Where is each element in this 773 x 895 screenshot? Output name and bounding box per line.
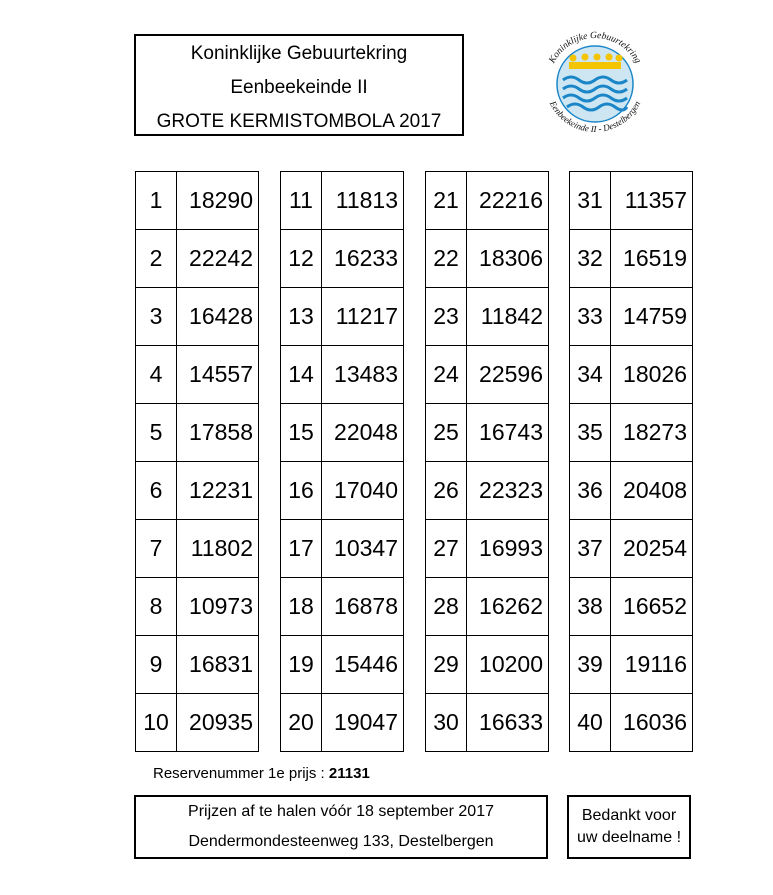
table-row: [281, 636, 404, 694]
prize-number: 23: [426, 288, 467, 346]
winning-ticket: 22242: [177, 230, 259, 288]
winning-ticket: 18026: [611, 346, 693, 404]
table-row: [136, 172, 259, 230]
prize-number: 12: [281, 230, 322, 288]
winning-ticket: 19116: [611, 636, 693, 694]
prize-number: 13: [281, 288, 322, 346]
table-row: [570, 694, 693, 752]
table-row: [281, 694, 404, 752]
thanks-line-2: uw deelname !: [576, 829, 682, 846]
prize-number: 19: [281, 636, 322, 694]
prize-number: 38: [570, 578, 611, 636]
table-row: [281, 462, 404, 520]
prize-number: 29: [426, 636, 467, 694]
prize-number: 17: [281, 520, 322, 578]
results-table: [425, 171, 549, 752]
winning-ticket: 11357: [611, 172, 693, 230]
table-row: [136, 636, 259, 694]
prize-number: 11: [281, 172, 322, 230]
winning-ticket: 18306: [467, 230, 549, 288]
winning-ticket: 19047: [322, 694, 404, 752]
title-box: [134, 34, 464, 136]
prize-number: 8: [136, 578, 177, 636]
table-row: [426, 520, 549, 578]
info-box: [134, 795, 548, 859]
prize-number: 25: [426, 404, 467, 462]
prize-number: 31: [570, 172, 611, 230]
prize-number: 39: [570, 636, 611, 694]
winning-ticket: 16878: [322, 578, 404, 636]
table-row: [570, 462, 693, 520]
prize-number: 32: [570, 230, 611, 288]
prize-number: 9: [136, 636, 177, 694]
table-row: [570, 288, 693, 346]
prize-number: 22: [426, 230, 467, 288]
winning-ticket: 17858: [177, 404, 259, 462]
table-row: [136, 578, 259, 636]
winning-ticket: 17040: [322, 462, 404, 520]
prize-number: 6: [136, 462, 177, 520]
prize-number: 35: [570, 404, 611, 462]
table-row: [570, 404, 693, 462]
prize-number: 34: [570, 346, 611, 404]
prize-number: 36: [570, 462, 611, 520]
table-row: [281, 172, 404, 230]
prize-number: 18: [281, 578, 322, 636]
club-logo: [533, 22, 657, 146]
winning-ticket: 16519: [611, 230, 693, 288]
prize-number: 3: [136, 288, 177, 346]
prize-number: 26: [426, 462, 467, 520]
winning-ticket: 16262: [467, 578, 549, 636]
winning-ticket: 16993: [467, 520, 549, 578]
results-table: [569, 171, 693, 752]
thanks-box: [567, 795, 691, 859]
prize-number: 24: [426, 346, 467, 404]
winning-ticket: 18273: [611, 404, 693, 462]
winning-ticket: 20935: [177, 694, 259, 752]
table-row: [570, 636, 693, 694]
prize-number: 14: [281, 346, 322, 404]
prize-number: 10: [136, 694, 177, 752]
table-row: [426, 172, 549, 230]
prize-number: 5: [136, 404, 177, 462]
title-line-1: Koninklijke Gebuurtekring: [190, 43, 408, 64]
table-row: [136, 404, 259, 462]
table-row: [281, 520, 404, 578]
table-row: [570, 520, 693, 578]
winning-ticket: 12231: [177, 462, 259, 520]
prize-number: 20: [281, 694, 322, 752]
table-row: [426, 404, 549, 462]
table-row: [426, 346, 549, 404]
winning-ticket: 11813: [322, 172, 404, 230]
prize-number: 15: [281, 404, 322, 462]
results-table: [280, 171, 404, 752]
winning-ticket: 14759: [611, 288, 693, 346]
winning-ticket: 16831: [177, 636, 259, 694]
info-line-1: Prijzen af te halen vóór 18 september 2017: [188, 803, 494, 820]
table-row: [426, 288, 549, 346]
winning-ticket: 11802: [177, 520, 259, 578]
winning-ticket: 11842: [467, 288, 549, 346]
table-row: [281, 230, 404, 288]
table-row: [136, 230, 259, 288]
results-table: [135, 171, 259, 752]
table-row: [281, 578, 404, 636]
winning-ticket: 20408: [611, 462, 693, 520]
winning-ticket: 16633: [467, 694, 549, 752]
table-row: [426, 694, 549, 752]
winning-ticket: 10973: [177, 578, 259, 636]
winning-ticket: 15446: [322, 636, 404, 694]
reserve-number: 21131: [328, 765, 370, 782]
thanks-line-1: Bedankt voor: [581, 807, 677, 824]
winning-ticket: 18290: [177, 172, 259, 230]
table-row: [281, 346, 404, 404]
prize-number: 33: [570, 288, 611, 346]
table-row: [281, 288, 404, 346]
winning-ticket: 22323: [467, 462, 549, 520]
table-row: [570, 230, 693, 288]
winning-ticket: 22048: [322, 404, 404, 462]
prize-number: 21: [426, 172, 467, 230]
prize-number: 27: [426, 520, 467, 578]
title-line-3: GROTE KERMISTOMBOLA 2017: [156, 111, 442, 132]
info-line-2: Dendermondesteenweg 133, Destelbergen: [188, 833, 494, 850]
reserve-label: Reservenummer 1e prijs :: [153, 765, 325, 782]
winning-ticket: 16233: [322, 230, 404, 288]
prize-number: 4: [136, 346, 177, 404]
table-row: [426, 462, 549, 520]
table-row: [570, 172, 693, 230]
table-row: [570, 578, 693, 636]
winning-ticket: 10200: [467, 636, 549, 694]
prize-number: 40: [570, 694, 611, 752]
prize-number: 2: [136, 230, 177, 288]
winning-ticket: 22216: [467, 172, 549, 230]
prize-number: 7: [136, 520, 177, 578]
winning-ticket: 16428: [177, 288, 259, 346]
winning-ticket: 16652: [611, 578, 693, 636]
winning-ticket: 13483: [322, 346, 404, 404]
table-row: [281, 404, 404, 462]
logo-bottom-text: Eenbeekeinde II - Destelbergen: [547, 99, 643, 135]
winning-ticket: 14557: [177, 346, 259, 404]
table-row: [570, 346, 693, 404]
prize-number: 37: [570, 520, 611, 578]
reserve-line: [153, 765, 370, 782]
winning-ticket: 22596: [467, 346, 549, 404]
table-row: [136, 462, 259, 520]
prize-number: 30: [426, 694, 467, 752]
prize-number: 28: [426, 578, 467, 636]
prize-number: 16: [281, 462, 322, 520]
winning-ticket: 16036: [611, 694, 693, 752]
prize-number: 1: [136, 172, 177, 230]
winning-ticket: 16743: [467, 404, 549, 462]
table-row: [426, 230, 549, 288]
table-row: [136, 694, 259, 752]
table-row: [136, 288, 259, 346]
logo-top-text: Koninklijke Gebuurtekring: [547, 30, 643, 66]
table-row: [426, 636, 549, 694]
winning-ticket: 11217: [322, 288, 404, 346]
table-row: [136, 346, 259, 404]
winning-ticket: 20254: [611, 520, 693, 578]
winning-ticket: 10347: [322, 520, 404, 578]
title-line-2: Eenbeekeinde II: [230, 77, 368, 98]
table-row: [426, 578, 549, 636]
table-row: [136, 520, 259, 578]
